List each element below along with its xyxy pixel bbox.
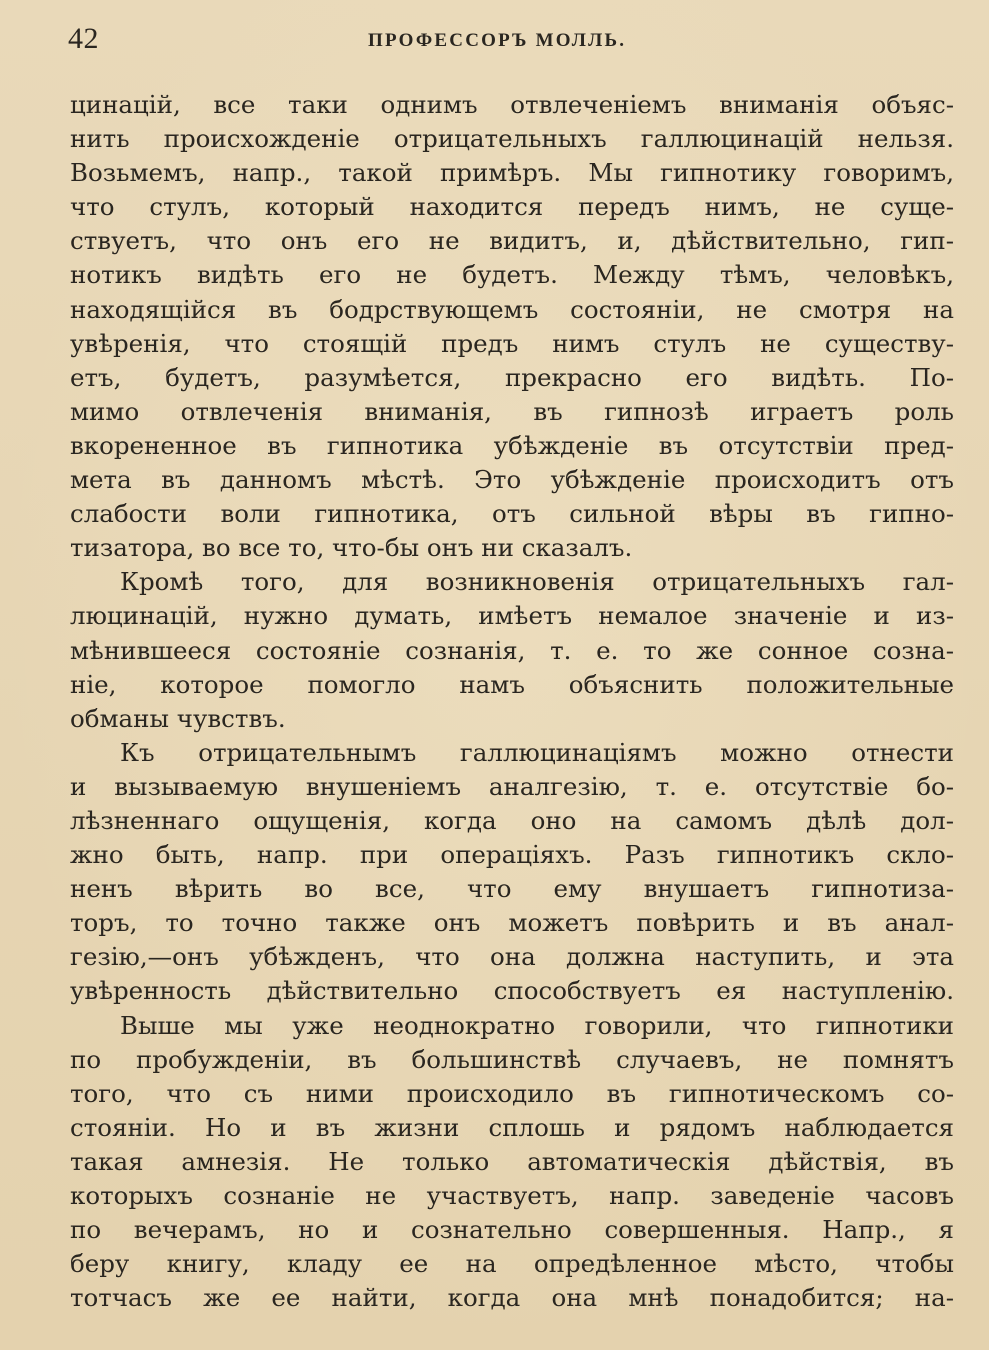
- page-number: 42: [68, 22, 99, 55]
- text-line: увѣренія, что стоящій предъ нимъ стулъ не существу-: [70, 328, 954, 358]
- paragraph-3: [70, 736, 954, 1009]
- text-line: мѣнившееся состояніе сознанія, т. е. то же сонное созна-: [70, 635, 954, 665]
- text-line: мета въ данномъ мѣстѣ. Это убѣжденіе происходитъ отъ: [70, 465, 954, 495]
- text-line: по вечерамъ, но и сознательно совершенныя. Напр., я: [70, 1215, 954, 1245]
- text-line: находящійся въ бодрствующемъ состояніи, не смотря на: [70, 294, 954, 324]
- text-line: Къ отрицательнымъ галлюцинаціямъ можно отнести: [120, 737, 954, 767]
- text-line: етъ, будетъ, разумѣется, прекрасно его видѣть. По-: [70, 362, 954, 392]
- text-line: гезію,—онъ убѣжденъ, что она должна наступить, и эта: [70, 942, 954, 972]
- text-line: обманы чувствъ.: [70, 703, 286, 733]
- text-line: мимо отвлеченія вниманія, въ гипнозѣ играетъ роль: [70, 396, 954, 426]
- text-line: нить происхожденіе отрицательныхъ галлюцинацій нельзя.: [70, 124, 954, 154]
- text-line: Кромѣ того, для возникновенія отрицательныхъ гал-: [120, 567, 954, 597]
- text-line: люцинацій, нужно думать, имѣетъ немалое значеніе и из-: [70, 601, 954, 631]
- text-line: торъ, то точно также онъ можетъ повѣрить и въ анал-: [70, 908, 954, 938]
- body-text: [70, 88, 954, 1315]
- text-line: вкорененное въ гипнотика убѣжденіе въ отсутствіи пред-: [70, 430, 954, 460]
- text-line: жно быть, напр. при операціяхъ. Разъ гипнотикъ скло-: [70, 840, 954, 870]
- text-line: стояніи. Но и въ жизни сплошь и рядомъ наблюдается: [70, 1112, 954, 1142]
- paragraph-1: [70, 88, 954, 565]
- paragraph-2: [70, 565, 954, 735]
- text-line: по пробужденіи, въ большинствѣ случаевъ, не помнятъ: [70, 1044, 954, 1074]
- text-line: ствуетъ, что онъ его не видитъ, и, дѣйствительно, гип-: [70, 226, 954, 256]
- paragraph-4: [70, 1009, 954, 1316]
- page-header: [68, 18, 954, 62]
- text-line: которыхъ сознаніе не участвуетъ, напр. заведеніе часовъ: [70, 1181, 954, 1210]
- running-head: ПРОФЕССОРЪ МОЛЛЬ.: [368, 30, 627, 51]
- text-line: Возьмемъ, напр., такой примѣръ. Мы гипнотику говоримъ,: [70, 158, 954, 188]
- text-line: тизатора, во все то, что-бы онъ ни сказалъ.: [70, 533, 633, 563]
- text-line: ніе, которое помогло намъ объяснить положительные: [70, 669, 954, 699]
- text-line: и вызываемую внушеніемъ аналгезію, т. е. отсутствіе бо-: [70, 771, 954, 801]
- text-line: слабости воли гипнотика, отъ сильной вѣры въ гипно-: [70, 499, 954, 529]
- text-line: увѣренность дѣйствительно способствуетъ ея наступленію.: [70, 976, 954, 1006]
- text-line: того, что съ ними происходило въ гипнотическомъ со-: [70, 1078, 954, 1108]
- text-line: тотчасъ же ее найти, когда она мнѣ понадобится; на-: [70, 1283, 954, 1313]
- text-line: такая амнезія. Не только автоматическія дѣйствія, въ: [70, 1146, 954, 1176]
- text-line: Выше мы уже неоднократно говорили, что гипнотики: [120, 1010, 954, 1040]
- text-line: что стулъ, который находится передъ нимъ, не суще-: [70, 192, 954, 222]
- text-line: лѣзненнаго ощущенія, когда оно на самомъ дѣлѣ дол-: [70, 805, 954, 835]
- text-line: ненъ вѣрить во все, что ему внушаетъ гипнотиза-: [70, 874, 954, 904]
- text-line: беру книгу, кладу ее на опредѣленное мѣсто, чтобы: [70, 1249, 954, 1279]
- text-line: цинацій, все таки однимъ отвлеченіемъ вниманія объяс-: [70, 90, 954, 119]
- text-line: нотикъ видѣть его не будетъ. Между тѣмъ, человѣкъ,: [70, 260, 954, 290]
